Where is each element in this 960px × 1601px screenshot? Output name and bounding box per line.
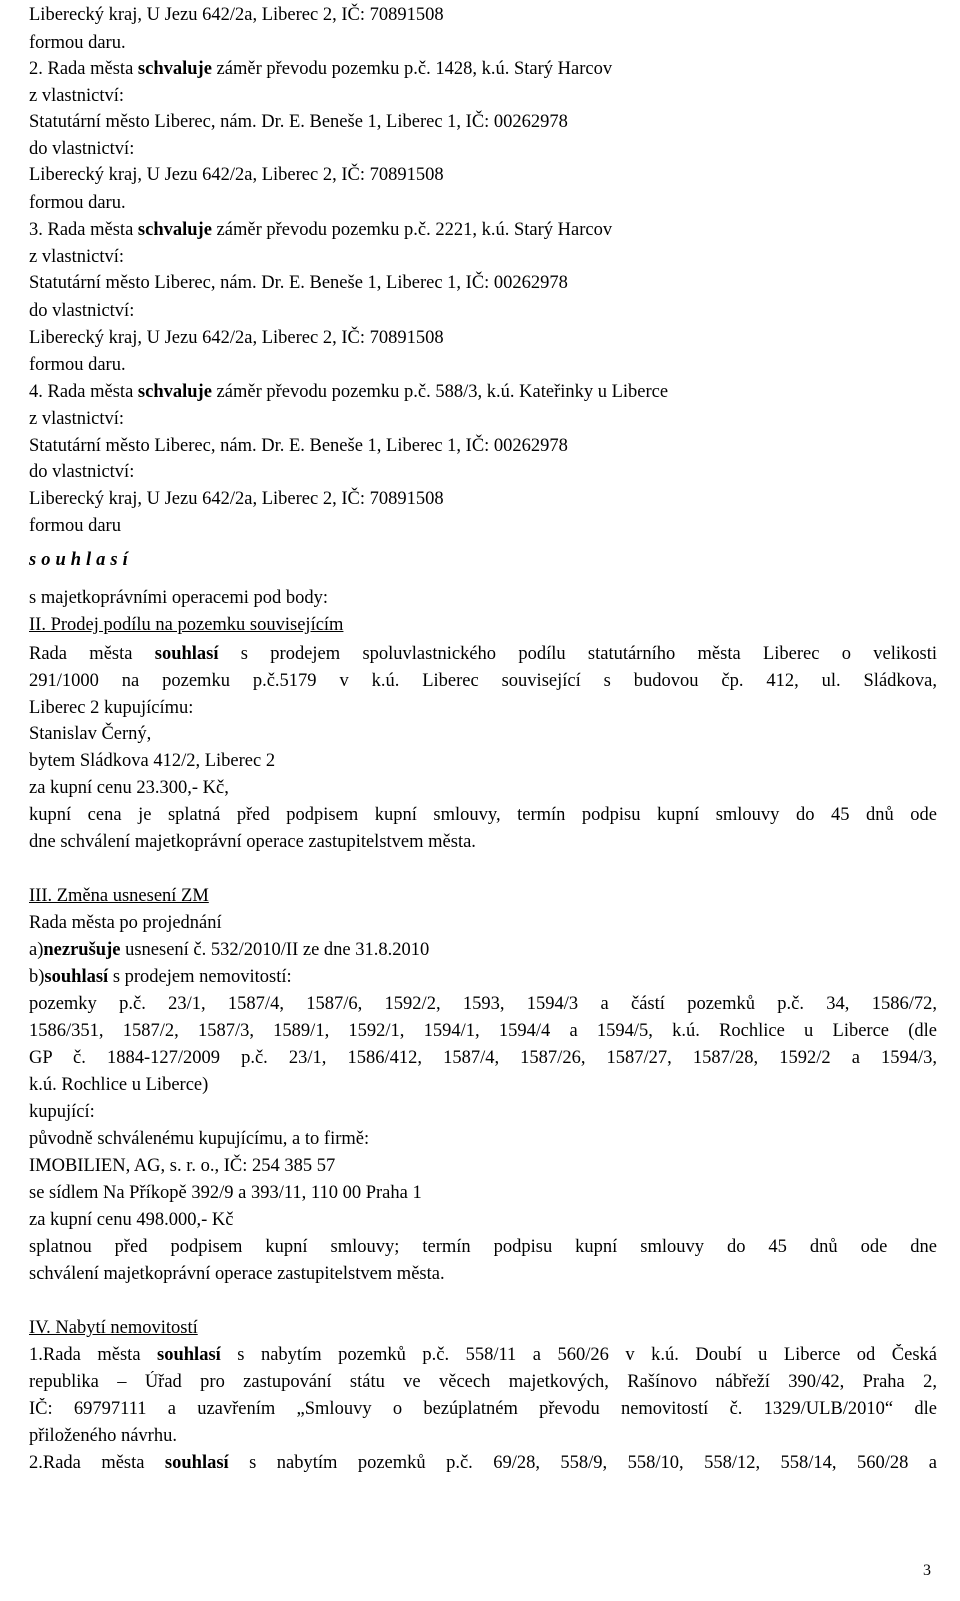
text-line bbox=[29, 697, 937, 719]
text-span: dne schválení majetkoprávní operace zastupitelstvem města. bbox=[29, 832, 476, 852]
text-line bbox=[29, 1182, 937, 1204]
text-span: do vlastnictví: bbox=[29, 301, 135, 321]
text-span: 2. Rada města bbox=[29, 59, 138, 79]
text-span: za kupní cenu 23.300,- Kč, bbox=[29, 778, 229, 798]
text-line bbox=[29, 549, 937, 571]
text-line bbox=[29, 354, 937, 376]
text-span: Rada města po projednání bbox=[29, 913, 222, 933]
text-line bbox=[29, 408, 937, 430]
text-span: původně schválenému kupujícímu, a to firmě: bbox=[29, 1129, 370, 1149]
text-span: 1.Rada města bbox=[29, 1345, 158, 1365]
text-span: 2.Rada města bbox=[29, 1453, 165, 1473]
section-heading: III. Změna usnesení ZM bbox=[29, 886, 209, 906]
text-line bbox=[29, 300, 937, 322]
text-line bbox=[29, 1236, 937, 1260]
text-span: z vlastnictví: bbox=[29, 86, 125, 106]
emphasis-text: nezrušuje bbox=[43, 940, 121, 960]
text-span: se sídlem Na Příkopě 392/9 a 393/11, 110 00 Praha 1 bbox=[29, 1183, 422, 1203]
text-line bbox=[29, 515, 937, 537]
text-span: formou daru. bbox=[29, 355, 126, 375]
text-line bbox=[29, 750, 937, 772]
text-span: 3. Rada města bbox=[29, 220, 138, 240]
text-line bbox=[29, 1209, 937, 1231]
text-line bbox=[29, 272, 937, 294]
text-span: s prodejem spoluvlastnického podílu statutárního města Liberec o velikosti bbox=[218, 644, 937, 664]
text-span: kupující: bbox=[29, 1102, 95, 1122]
text-line bbox=[29, 219, 937, 241]
text-line bbox=[29, 912, 937, 934]
text-span: Liberecký kraj, U Jezu 642/2a, Liberec 2, IČ: 70891508 bbox=[29, 5, 444, 25]
text-line bbox=[29, 966, 937, 988]
text-line bbox=[29, 1371, 937, 1395]
text-span: formou daru. bbox=[29, 193, 126, 213]
text-line bbox=[29, 670, 937, 694]
text-span: s majetkoprávními operacemi pod body: bbox=[29, 588, 329, 608]
text-span: k.ú. Rochlice u Liberce) bbox=[29, 1075, 209, 1095]
text-span: přiloženého návrhu. bbox=[29, 1426, 177, 1446]
text-line bbox=[29, 1263, 937, 1285]
text-span: schválení majetkoprávní operace zastupitelstvem města. bbox=[29, 1264, 445, 1284]
text-span: do vlastnictví: bbox=[29, 462, 135, 482]
text-span: za kupní cenu 498.000,- Kč bbox=[29, 1210, 234, 1230]
text-span: s nabytím pozemků p.č. 69/28, 558/9, 558/10, 558/12, 558/14, 560/28 a bbox=[228, 1453, 937, 1473]
text-span: Rada města bbox=[29, 644, 155, 664]
emphasis-text: souhlasí bbox=[164, 1453, 229, 1473]
text-line bbox=[29, 1020, 937, 1044]
text-span: Stanislav Černý, bbox=[29, 724, 152, 744]
text-line bbox=[29, 4, 937, 26]
text-span: Liberec 2 kupujícímu: bbox=[29, 698, 194, 718]
emphasis-text: schvaluje bbox=[137, 220, 212, 240]
text-line bbox=[29, 1452, 937, 1476]
text-line bbox=[29, 939, 937, 961]
text-span: a) bbox=[29, 940, 44, 960]
text-span: kupní cena je splatná před podpisem kupní smlouvy, termín podpisu kupní smlouvy do 45 dnů ode bbox=[29, 805, 937, 825]
text-line bbox=[29, 435, 937, 457]
text-line bbox=[29, 246, 937, 268]
text-line bbox=[29, 85, 937, 107]
text-line bbox=[29, 777, 937, 799]
emphasis-text: souhlasí bbox=[29, 550, 133, 570]
text-line bbox=[29, 327, 937, 349]
emphasis-text: souhlasí bbox=[157, 1345, 221, 1365]
text-line bbox=[29, 643, 937, 667]
text-line bbox=[29, 164, 937, 186]
text-line bbox=[29, 58, 937, 80]
section-heading: II. Prodej podílu na pozemku souvisejícím bbox=[29, 615, 344, 635]
emphasis-text: schvaluje bbox=[137, 382, 212, 402]
text-line bbox=[29, 587, 937, 609]
text-line bbox=[29, 192, 937, 214]
text-line bbox=[29, 138, 937, 160]
text-span: s prodejem nemovitostí: bbox=[108, 967, 292, 987]
text-line bbox=[29, 993, 937, 1017]
text-span: 1586/351, 1587/2, 1587/3, 1589/1, 1592/1, 1594/1, 1594/4 a 1594/5, k.ú. Rochlice u Liberce (dle bbox=[29, 1021, 937, 1041]
text-span: republika – Úřad pro zastupování státu ve věcech majetkových, Rašínovo nábřeží 390/42, Praha 2, bbox=[29, 1372, 937, 1392]
section-heading: IV. Nabytí nemovitostí bbox=[29, 1318, 198, 1338]
text-span: bytem Sládkova 412/2, Liberec 2 bbox=[29, 751, 276, 771]
text-span: IČ: 69797111 a uzavřením „Smlouvy o bezúplatném převodu nemovitostí č. 1329/ULB/2010“ dle bbox=[29, 1399, 937, 1419]
text-line bbox=[29, 1398, 937, 1422]
text-span: splatnou před podpisem kupní smlouvy; termín podpisu kupní smlouvy do 45 dnů ode dne bbox=[29, 1237, 937, 1257]
text-span: 291/1000 na pozemku p.č.5179 v k.ú. Liberec související s budovou čp. 412, ul. Sládkova, bbox=[29, 671, 937, 691]
text-span: Liberecký kraj, U Jezu 642/2a, Liberec 2, IČ: 70891508 bbox=[29, 489, 444, 509]
text-span: Statutární město Liberec, nám. Dr. E. Beneše 1, Liberec 1, IČ: 00262978 bbox=[29, 112, 568, 132]
text-line bbox=[29, 488, 937, 510]
text-line bbox=[29, 723, 937, 745]
text-span: usnesení č. 532/2010/II ze dne 31.8.2010 bbox=[120, 940, 430, 960]
text-line bbox=[29, 1155, 937, 1177]
text-span: Statutární město Liberec, nám. Dr. E. Beneše 1, Liberec 1, IČ: 00262978 bbox=[29, 436, 568, 456]
emphasis-text: schvaluje bbox=[137, 59, 212, 79]
text-line bbox=[29, 1425, 937, 1447]
text-line bbox=[29, 381, 937, 403]
text-span: záměr převodu pozemku p.č. 588/3, k.ú. Kateřinky u Liberce bbox=[211, 382, 669, 402]
text-span: z vlastnictví: bbox=[29, 409, 125, 429]
text-span: formou daru bbox=[29, 516, 121, 536]
page-number: 3 bbox=[923, 1562, 931, 1579]
text-line bbox=[29, 1317, 937, 1339]
text-span: Liberecký kraj, U Jezu 642/2a, Liberec 2, IČ: 70891508 bbox=[29, 328, 444, 348]
text-line bbox=[29, 614, 937, 636]
emphasis-text: souhlasí bbox=[154, 644, 219, 664]
text-span: 4. Rada města bbox=[29, 382, 138, 402]
text-line bbox=[29, 1101, 937, 1123]
text-span: záměr převodu pozemku p.č. 1428, k.ú. Starý Harcov bbox=[211, 59, 613, 79]
text-line bbox=[29, 1074, 937, 1096]
text-span: s nabytím pozemků p.č. 558/11 a 560/26 v k.ú. Doubí u Liberce od Česká bbox=[220, 1345, 937, 1365]
text-line bbox=[29, 111, 937, 133]
text-span: z vlastnictví: bbox=[29, 247, 125, 267]
text-line bbox=[29, 1128, 937, 1150]
text-line bbox=[29, 831, 937, 853]
text-line bbox=[29, 461, 937, 483]
text-span: Liberecký kraj, U Jezu 642/2a, Liberec 2, IČ: 70891508 bbox=[29, 165, 444, 185]
text-line bbox=[29, 804, 937, 828]
text-span: do vlastnictví: bbox=[29, 139, 135, 159]
text-span: b) bbox=[29, 967, 45, 987]
text-line bbox=[29, 32, 937, 54]
text-span: Statutární město Liberec, nám. Dr. E. Beneše 1, Liberec 1, IČ: 00262978 bbox=[29, 273, 568, 293]
text-line bbox=[29, 1047, 937, 1071]
text-line bbox=[29, 1344, 937, 1368]
text-span: záměr převodu pozemku p.č. 2221, k.ú. Starý Harcov bbox=[211, 220, 613, 240]
text-span: GP č. 1884-127/2009 p.č. 23/1, 1586/412, 1587/4, 1587/26, 1587/27, 1587/28, 1592/2 a 1594/3, bbox=[29, 1048, 937, 1068]
emphasis-text: souhlasí bbox=[44, 967, 109, 987]
text-span: pozemky p.č. 23/1, 1587/4, 1587/6, 1592/2, 1593, 1594/3 a částí pozemků p.č. 34, 1586/72, bbox=[29, 994, 937, 1014]
text-line bbox=[29, 885, 937, 907]
text-span: formou daru. bbox=[29, 33, 126, 53]
text-span: IMOBILIEN, AG, s. r. o., IČ: 254 385 57 bbox=[29, 1156, 336, 1176]
